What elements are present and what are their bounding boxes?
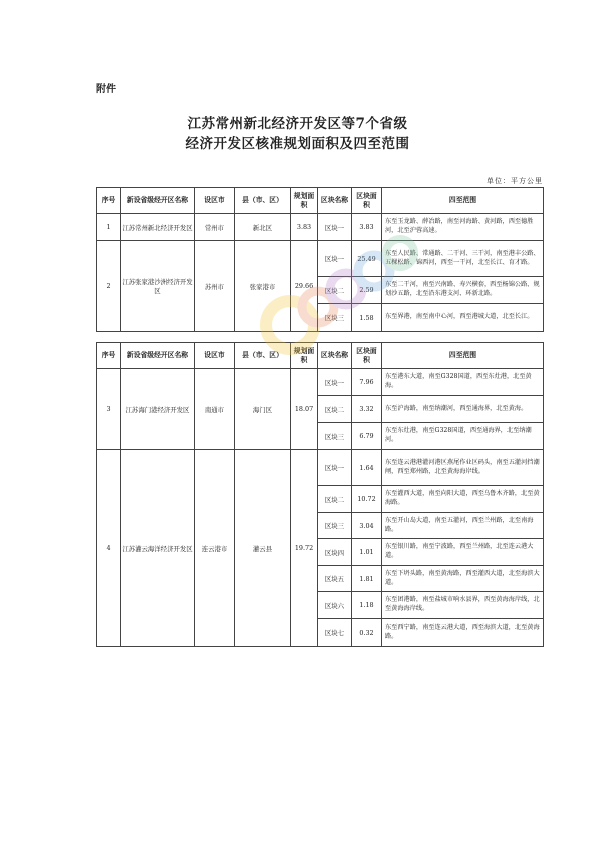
block-area: 1.81 (352, 566, 382, 592)
block-range: 东至沪海路，南至纳潮河，西至通海界，北至黄海。 (382, 396, 544, 423)
block-area: 1.58 (352, 304, 382, 332)
header-block: 区块名称 (318, 343, 352, 369)
zone-county: 新北区 (235, 214, 291, 241)
block-name: 区块二 (318, 396, 352, 423)
block-name: 区块一 (318, 214, 352, 241)
header-city: 设区市 (195, 188, 235, 214)
block-range: 东至银川路，南至宁波路，西至兰州路，北至连云港大道。 (382, 539, 544, 566)
block-area: 10.72 (352, 486, 382, 513)
zone-county: 海门区 (235, 369, 291, 450)
header-area: 规划面积 (291, 343, 318, 369)
zone-no: 1 (97, 214, 121, 241)
zone-name: 江苏常州新北经济开发区 (121, 214, 195, 241)
block-range: 东至开山岛大道，南至五灌河，西至兰州路，北至南海路。 (382, 513, 544, 539)
block-area: 1.18 (352, 592, 382, 619)
zone-city: 连云港市 (195, 450, 235, 647)
block-area: 7.96 (352, 369, 382, 396)
zone-area: 3.83 (291, 214, 318, 241)
zone-city: 常州市 (195, 214, 235, 241)
block-range: 东至下坍头路，南至黄海路，西至灌西大道，北至海滨大道。 (382, 566, 544, 592)
block-range: 东至二干河，南至兴南路、寿兴横套，西至杨锦公路、规划沙五路，北至沿东港支河、环新北路。 (382, 277, 544, 304)
block-range: 东至东灶港，南至G328国道，西至通海界，北至纳潮河。 (382, 423, 544, 450)
block-area: 25.49 (352, 241, 382, 277)
block-range: 东至玉龙路、薛冶路，南至河海路、黄河路，西至德胜河，北至沪蓉高速。 (382, 214, 544, 241)
block-area: 3.83 (352, 214, 382, 241)
header-county: 县（市、区） (235, 188, 291, 214)
block-range: 东至港东大道，南至G328国道，西至东灶港，北至黄海。 (382, 369, 544, 396)
zone-county: 张家港市 (235, 241, 291, 332)
area-table-1 (96, 187, 544, 332)
attachment-label: 附件 (96, 84, 116, 95)
zone-name: 江苏张家港沙洲经济开发区 (121, 241, 195, 332)
zone-name: 江苏灌云海洋经济开发区 (121, 450, 195, 647)
header-area: 规划面积 (291, 188, 318, 214)
page-title-line1: 江苏常州新北经济开发区等7个省级 (187, 116, 408, 132)
zone-name: 江苏海门港经济开发区 (121, 369, 195, 450)
header-range: 四至范围 (382, 188, 544, 214)
block-area: 2.59 (352, 277, 382, 304)
zone-area: 29.66 (291, 241, 318, 332)
zone-city: 苏州市 (195, 241, 235, 332)
block-name: 区块六 (318, 592, 352, 619)
zone-no: 3 (97, 369, 121, 450)
unit-label: 单位：平方公里 (487, 177, 543, 185)
block-range: 东至连云港港灌河港区燕尾作业区码头，南至五灌河挡潮闸，西至郑州路，北至黄海海岸线。 (382, 450, 544, 486)
block-range: 东至灌西大道，南至向阳大道，西至乌鲁木齐路，北至黄海路。 (382, 486, 544, 513)
page-title-line2: 经济开发区核准规划面积及四至范围 (185, 136, 410, 152)
block-name: 区块一 (318, 241, 352, 277)
header-city: 设区市 (195, 343, 235, 369)
zone-no: 4 (97, 450, 121, 647)
block-name: 区块三 (318, 423, 352, 450)
block-area: 1.64 (352, 450, 382, 486)
block-name: 区块二 (318, 277, 352, 304)
area-table-2 (96, 342, 544, 647)
header-block-area: 区块面积 (352, 343, 382, 369)
header-block: 区块名称 (318, 188, 352, 214)
zone-area: 18.07 (291, 369, 318, 450)
block-area: 0.32 (352, 619, 382, 647)
block-area: 1.01 (352, 539, 382, 566)
table-row (97, 369, 544, 396)
zone-area: 19.72 (291, 450, 318, 647)
block-area: 3.04 (352, 513, 382, 539)
header-zone: 新设省级经开区名称 (121, 188, 195, 214)
zone-county: 灌云县 (235, 450, 291, 647)
zone-no: 2 (97, 241, 121, 332)
block-name: 区块三 (318, 513, 352, 539)
header-no: 序号 (97, 343, 121, 369)
block-range: 东至人民路、常通路、二干河、三干河，南至港丰公路、五棵松路、锦西河，西至一干河，北至长江、育才路。 (382, 241, 544, 277)
block-area: 3.32 (352, 396, 382, 423)
table-row (97, 214, 544, 241)
block-name: 区块四 (318, 539, 352, 566)
table-1-body (97, 214, 544, 332)
header-county: 县（市、区） (235, 343, 291, 369)
header-no: 序号 (97, 188, 121, 214)
block-name: 区块一 (318, 369, 352, 396)
block-name: 区块五 (318, 566, 352, 592)
table-row (97, 450, 544, 486)
zone-city: 南通市 (195, 369, 235, 450)
block-range: 东至界港，南至南中心河，西至港城大道，北至长江。 (382, 304, 544, 332)
block-name: 区块二 (318, 486, 352, 513)
block-name: 区块七 (318, 619, 352, 647)
block-range: 东至西宁路，南至连云港大道，西至海滨大道，北至黄海路。 (382, 619, 544, 647)
table-row (97, 241, 544, 277)
block-name: 区块三 (318, 304, 352, 332)
block-area: 6.79 (352, 423, 382, 450)
header-block-area: 区块面积 (352, 188, 382, 214)
block-name: 区块一 (318, 450, 352, 486)
table-2-body (97, 369, 544, 647)
header-zone: 新设省级经开区名称 (121, 343, 195, 369)
block-range: 东至团港路，南至盐城市响水县界，西至黄海海岸线，北至黄海海岸线。 (382, 592, 544, 619)
header-range: 四至范围 (382, 343, 544, 369)
